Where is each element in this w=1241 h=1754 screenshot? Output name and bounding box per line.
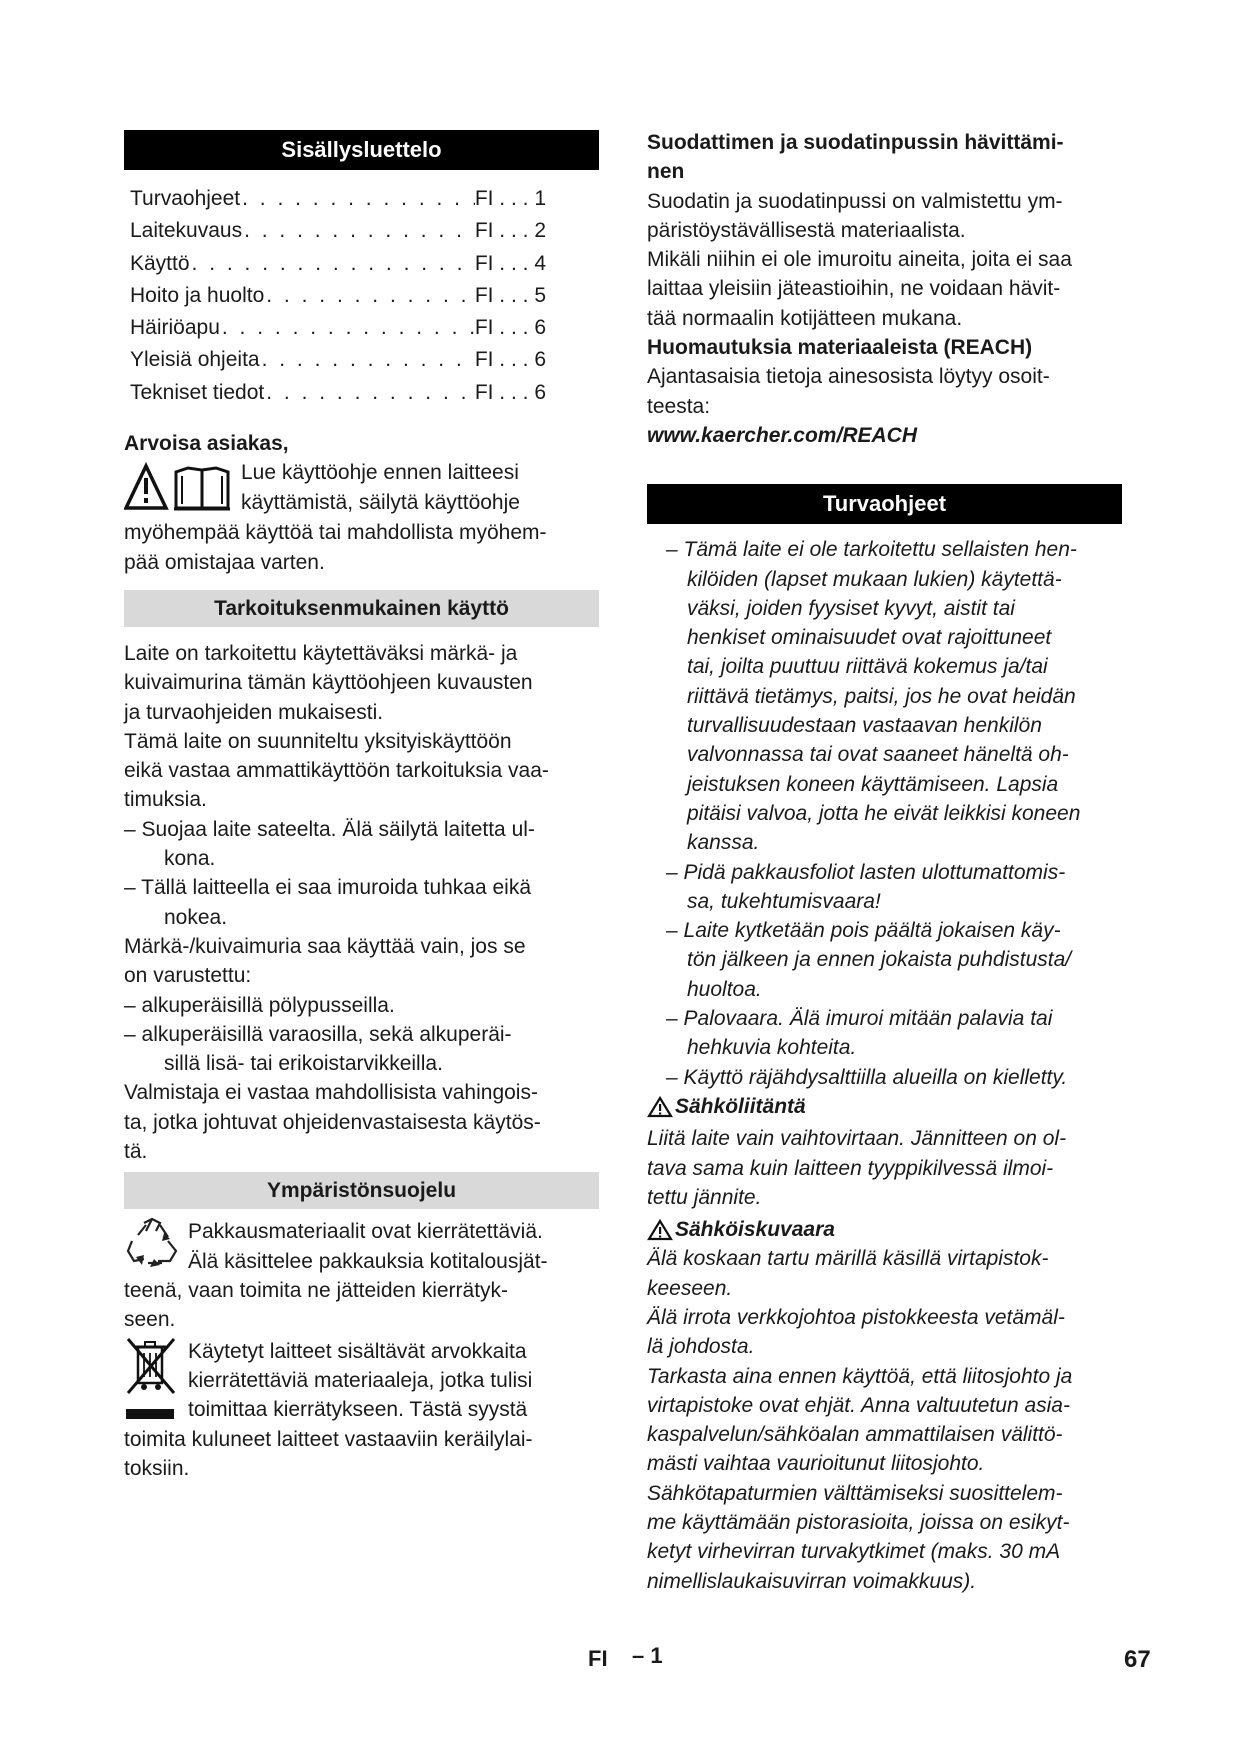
toc-entry-label: Turvaohjeet xyxy=(130,187,241,210)
bullet-item: – Tällä laitteella ei saa imuroida tuhkaa eikä nokea. xyxy=(124,876,532,929)
text-line: Älä koskaan tartu märillä käsillä virtapistok- xyxy=(647,1247,1049,1271)
text-line: kierrätettäviä materiaaleja, jotka tulisi xyxy=(188,1368,533,1392)
text-line: Mikäli niihin ei ole imuroitu aineita, joita ei saa xyxy=(647,248,1072,272)
text-line: pää omistajaa varten. xyxy=(124,550,325,574)
safety-bullet: – Käyttö räjähdysalttiilla alueilla on kielletty. xyxy=(666,1065,1068,1089)
text-line: Märkä-/kuivaimuria saa käyttää vain, jos se xyxy=(124,934,526,958)
filter-disposal-text xyxy=(647,187,1122,333)
crossed-bin-icon xyxy=(124,1337,188,1425)
toc-leader-dots xyxy=(190,248,475,280)
toc-row xyxy=(124,377,546,409)
bullet-item: – Suojaa laite sateelta. Älä säilytä laitetta ul- kona. xyxy=(124,817,535,871)
toc-entry-page: FI . . . 6 xyxy=(474,380,546,404)
usage-text xyxy=(124,932,599,991)
text-line: Valmistaja ei vastaa mahdollisista vahingois- xyxy=(124,1081,538,1105)
page-number: 67 xyxy=(1124,1646,1151,1673)
toc-row xyxy=(124,280,546,312)
toc-leader-dots xyxy=(240,183,475,215)
text-line: lä johdosta. xyxy=(647,1335,755,1359)
toc-entry-label: Laitekuvaus xyxy=(130,219,243,243)
text-line: Liitä laite vain vaihtovirtaan. Jännitteen on ol- xyxy=(647,1127,1067,1151)
text-line: keeseen. xyxy=(647,1276,733,1300)
recycle-icon-text xyxy=(188,1217,548,1276)
reach-title: Huomautuksia materiaaleista (REACH) xyxy=(647,336,1033,360)
toc-entry-page: FI . . . 6 xyxy=(474,316,546,340)
toc-leader-dots xyxy=(264,280,475,312)
text-line: teenä, vaan toimita ne jätteiden kierrätyk- xyxy=(124,1278,509,1302)
text-line: ja turvaohjeiden mukaisesti. xyxy=(124,700,384,724)
environment-section-title: Ympäristönsuojelu xyxy=(124,1172,599,1209)
electric-connection-title: Sähköliitäntä xyxy=(675,1094,806,1118)
text-line: tää normaalin kotijätteen mukana. xyxy=(647,306,963,330)
text-line: myöhempää käyttöä tai mahdollista myöhem- xyxy=(124,521,547,545)
text-line: Tarkasta aina ennen käyttöä, että liitosjohto ja xyxy=(647,1364,1073,1388)
toc-entry-page: FI . . . 1 xyxy=(474,187,546,210)
toc-entry-label: Tekniset tiedot xyxy=(130,380,265,404)
electric-shock-heading xyxy=(647,1215,1122,1244)
toc-entry-label: Häiriöapu xyxy=(130,316,220,340)
intro-block xyxy=(124,458,599,518)
toc-entry-page: FI . . . 6 xyxy=(474,348,546,372)
purpose-bullets xyxy=(124,815,599,932)
text-line: toimittaa kierrätykseen. Tästä syystä xyxy=(188,1398,528,1422)
usage-bullets xyxy=(124,991,599,1079)
toc-list xyxy=(124,183,599,409)
toc-entry-label: Yleisiä ohjeita xyxy=(130,348,260,372)
text-line: käyttämistä, säilytä käyttöohje xyxy=(241,490,520,514)
filter-title-line: nen xyxy=(647,160,685,184)
toc-leader-dots xyxy=(264,377,475,409)
electric-shock-text xyxy=(647,1244,1122,1596)
safety-bullet: – Tämä laite ei ole tarkoitettu sellaisten hen- kilöiden (lapset mukaan lukien) käytettä- väksi, joiden fyysiset kyvyt, aistit tai henkiset ominaisuudet ovat rajoittuneet tai, joilta puuttuu riittävä kokemus ja/tai riittävä tietämys, paitsi, jos he ovat heidän turvallisuudestaan vastaavan henkilön valvonnassa tai ovat saaneet häneltä oh- jeistuksen koneen käyttämiseen. Lapsia pitäisi valvoa, jotta he eivät leikkisi koneen kanssa. xyxy=(666,538,1081,855)
safety-bullet: – Pidä pakkausfoliot lasten ulottumattomis- sa, tukehtumisvaara! xyxy=(666,860,1066,913)
toc-entry-label: Käyttö xyxy=(130,251,190,275)
text-line: mästi vaihtaa vaurioitunut liitosjohto. xyxy=(647,1452,985,1476)
safety-bullet: – Laite kytketään pois päältä jokaisen käy- tön jälkeen ja ennen jokaista puhdistusta/ huoltoa. xyxy=(666,919,1072,1001)
text-line: toksiin. xyxy=(124,1456,190,1480)
right-column xyxy=(647,130,1122,1596)
recycle-text xyxy=(124,1276,599,1335)
liability-text xyxy=(124,1078,599,1166)
electric-connection-heading xyxy=(647,1092,1122,1121)
text-line: Ajantasaisia tietoja ainesosista löytyy osoit- xyxy=(647,365,1050,389)
text-line: ketyt virhevirran turvakytkimet (maks. 30 mA xyxy=(647,1540,1061,1564)
text-line: me käyttämään pistorasioita, joissa on esikyt- xyxy=(647,1511,1070,1535)
footer-section-page: – 1 xyxy=(632,1643,663,1668)
recycle-icon xyxy=(124,1217,188,1275)
text-line: Sähkötapaturmien välttämiseksi suosittelem- xyxy=(647,1481,1063,1505)
warning-triangle-icon xyxy=(647,1096,673,1118)
text-line: Pakkausmateriaalit ovat kierrätettäviä. xyxy=(188,1220,543,1244)
text-line: Käytetyt laitteet sisältävät arvokkaita xyxy=(188,1339,527,1363)
text-line: teesta: xyxy=(647,394,711,418)
left-column xyxy=(124,130,599,1483)
text-line: nimellislaukaisuvirran voimakkuus). xyxy=(647,1569,977,1593)
text-line: tava sama kuin laitteen tyyppikilvessä ilmoi- xyxy=(647,1156,1054,1180)
electric-connection-text xyxy=(647,1124,1122,1212)
text-line: tä. xyxy=(124,1140,148,1164)
text-line: Lue käyttöohje ennen laitteesi xyxy=(241,461,519,485)
bullet-item: – alkuperäisillä varaosilla, sekä alkuperäi- sillä lisä- tai erikoistarvikkeilla. xyxy=(124,1022,512,1076)
toc-title: Sisällysluettelo xyxy=(124,130,599,170)
toc-row xyxy=(124,248,546,280)
reach-link[interactable]: www.kaercher.com/REACH xyxy=(647,423,917,447)
text-line: virtapistoke ovat ehjät. Anna valtuutetun asia- xyxy=(647,1393,1070,1417)
toc-row xyxy=(124,215,546,247)
electric-shock-title: Sähköiskuvaara xyxy=(675,1218,835,1242)
toc-row xyxy=(124,312,546,344)
purpose-section-title: Tarkoituksenmukainen käyttö xyxy=(124,590,599,627)
text-line: Älä käsittelee pakkauksia kotitalousjät- xyxy=(188,1249,548,1273)
toc-entry-page: FI . . . 4 xyxy=(474,251,546,275)
text-line: seen. xyxy=(124,1308,176,1332)
weee-block xyxy=(124,1337,599,1425)
toc-entry-label: Hoito ja huolto xyxy=(130,283,265,307)
text-line: Tämä laite on suunniteltu yksityiskäyttöön xyxy=(124,729,512,753)
recycle-block xyxy=(124,1217,599,1276)
safety-bullet: – Palovaara. Älä imuroi mitään palavia tai hehkuvia kohteita. xyxy=(666,1007,1053,1060)
intro-text xyxy=(124,518,599,577)
text-line: kaspalvelun/sähköalan ammattilaisen välittö- xyxy=(647,1423,1063,1447)
text-line: päristöystävällisestä materiaalista. xyxy=(647,218,966,242)
safety-section-title: Turvaohjeet xyxy=(647,484,1122,524)
toc-leader-dots xyxy=(242,215,475,247)
purpose-text xyxy=(124,639,599,815)
toc-leader-dots xyxy=(260,344,475,376)
text-line: kuivaimurina tämän käyttöohjeen kuvausten xyxy=(124,671,533,695)
weee-icon-text xyxy=(188,1337,532,1425)
toc-row xyxy=(124,183,546,215)
toc-row xyxy=(124,344,546,376)
intro-icon-text xyxy=(241,458,520,517)
filter-disposal-title xyxy=(647,128,1122,187)
footer-language: FI xyxy=(588,1646,608,1671)
text-line: eikä vastaa ammattikäyttöön tarkoituksia vaa- xyxy=(124,759,549,783)
filter-title-line: Suodattimen ja suodatinpussin hävittämi- xyxy=(647,131,1064,154)
safety-bullets xyxy=(647,535,1122,1092)
warning-triangle-icon xyxy=(647,1219,673,1241)
text-line: toimita kuluneet laitteet vastaaviin keräilylai- xyxy=(124,1427,533,1451)
text-line: ta, jotka johtuvat ohjeidenvastaisesta käytös- xyxy=(124,1110,541,1134)
text-line: Älä irrota verkkojohtoa pistokkeesta vetämäl- xyxy=(647,1305,1065,1329)
text-line: Suodatin ja suodatinpussi on valmistettu ym- xyxy=(647,189,1063,213)
text-line: on varustettu: xyxy=(124,964,252,988)
weee-text xyxy=(124,1425,599,1484)
bullet-item: – alkuperäisillä pölypusseilla. xyxy=(124,993,395,1017)
warning-manual-icon xyxy=(124,462,241,518)
toc-entry-page: FI . . . 5 xyxy=(474,283,546,307)
text-line: timuksia. xyxy=(124,788,207,812)
text-line: laittaa yleisiin jäteastioihin, ne voidaan hävit- xyxy=(647,277,1061,301)
toc-entry-page: FI . . . 2 xyxy=(474,219,546,243)
text-line: Laite on tarkoitettu käytettäväksi märkä- ja xyxy=(124,641,518,665)
greeting: Arvoisa asiakas, xyxy=(124,432,289,456)
toc-leader-dots xyxy=(220,312,475,344)
text-line: tettu jännite. xyxy=(647,1185,762,1209)
reach-text xyxy=(647,362,1122,421)
